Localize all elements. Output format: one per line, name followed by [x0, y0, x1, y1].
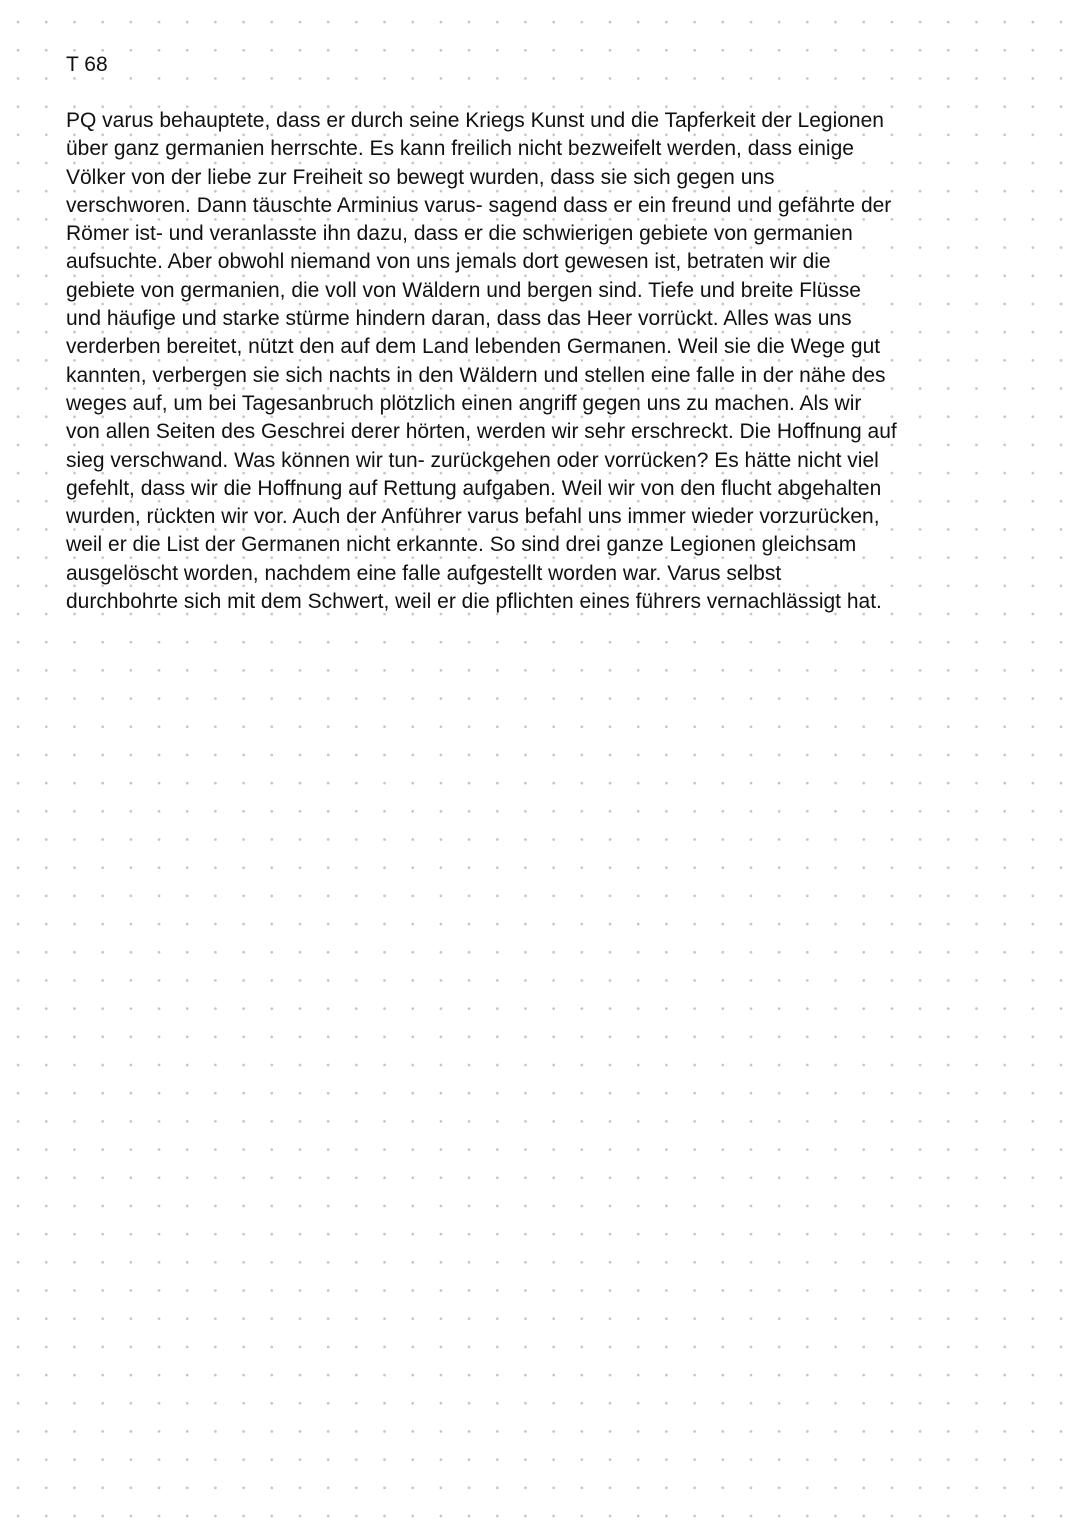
text-line: sieg verschwand. Was können wir tun- zurückgehen oder vorrücken? Es hätte nicht viel: [66, 448, 879, 472]
text-line: aufsuchte. Aber obwohl niemand von uns jemals dort gewesen ist, betraten wir die: [66, 250, 831, 274]
text-line: Römer ist- und veranlasste ihn dazu, dass er die schwierigen gebiete von germanien: [66, 222, 853, 246]
text-line: ausgelöscht worden, nachdem eine falle aufgestellt worden war. Varus selbst: [66, 561, 782, 585]
text-line: verschworen. Dann täuschte Arminius varus- sagend dass er ein freund und gefährte der: [66, 193, 892, 217]
page-title: T 68: [66, 53, 108, 76]
text-line: verderben bereitet, nützt den auf dem Land lebenden Germanen. Weil sie die Wege gut: [66, 335, 881, 359]
text-line: PQ varus behauptete, dass er durch seine Kriegs Kunst und die Tapferkeit der Legionen: [66, 109, 884, 132]
text-line: kannten, verbergen sie sich nachts in den Wäldern und stellen eine falle in der nähe des: [66, 363, 886, 387]
text-line: und häufige und starke stürme hindern daran, dass das Heer vorrückt. Alles was uns: [66, 307, 852, 331]
text-line: durchbohrte sich mit dem Schwert, weil er die pflichten eines führers vernachlässigt hat.: [66, 590, 882, 614]
text-line: weil er die List der Germanen nicht erkannte. So sind drei ganze Legionen gleichsam: [66, 533, 857, 557]
text-line: weges auf, um bei Tagesanbruch plötzlich einen angriff gegen uns zu machen. Als wir: [66, 391, 862, 415]
text-line: gefehlt, dass wir die Hoffnung auf Rettung aufgaben. Weil wir von den flucht abgehalten: [66, 476, 882, 500]
text-line: über ganz germanien herrschte. Es kann freilich nicht bezweifelt werden, dass einige: [66, 137, 854, 161]
body-paragraph: [66, 107, 1026, 616]
text-line: wurden, rückten wir vor. Auch der Anführer varus befahl uns immer wieder vorzurücken,: [66, 505, 880, 529]
text-line: gebiete von germanien, die voll von Wäldern und bergen sind. Tiefe und breite Flüsse: [66, 278, 861, 302]
text-line: von allen Seiten des Geschrei derer hörten, werden wir sehr erschreckt. Die Hoffnung auf: [66, 420, 897, 444]
text-line: Völker von der liebe zur Freiheit so bewegt wurden, dass sie sich gegen uns: [66, 165, 775, 189]
